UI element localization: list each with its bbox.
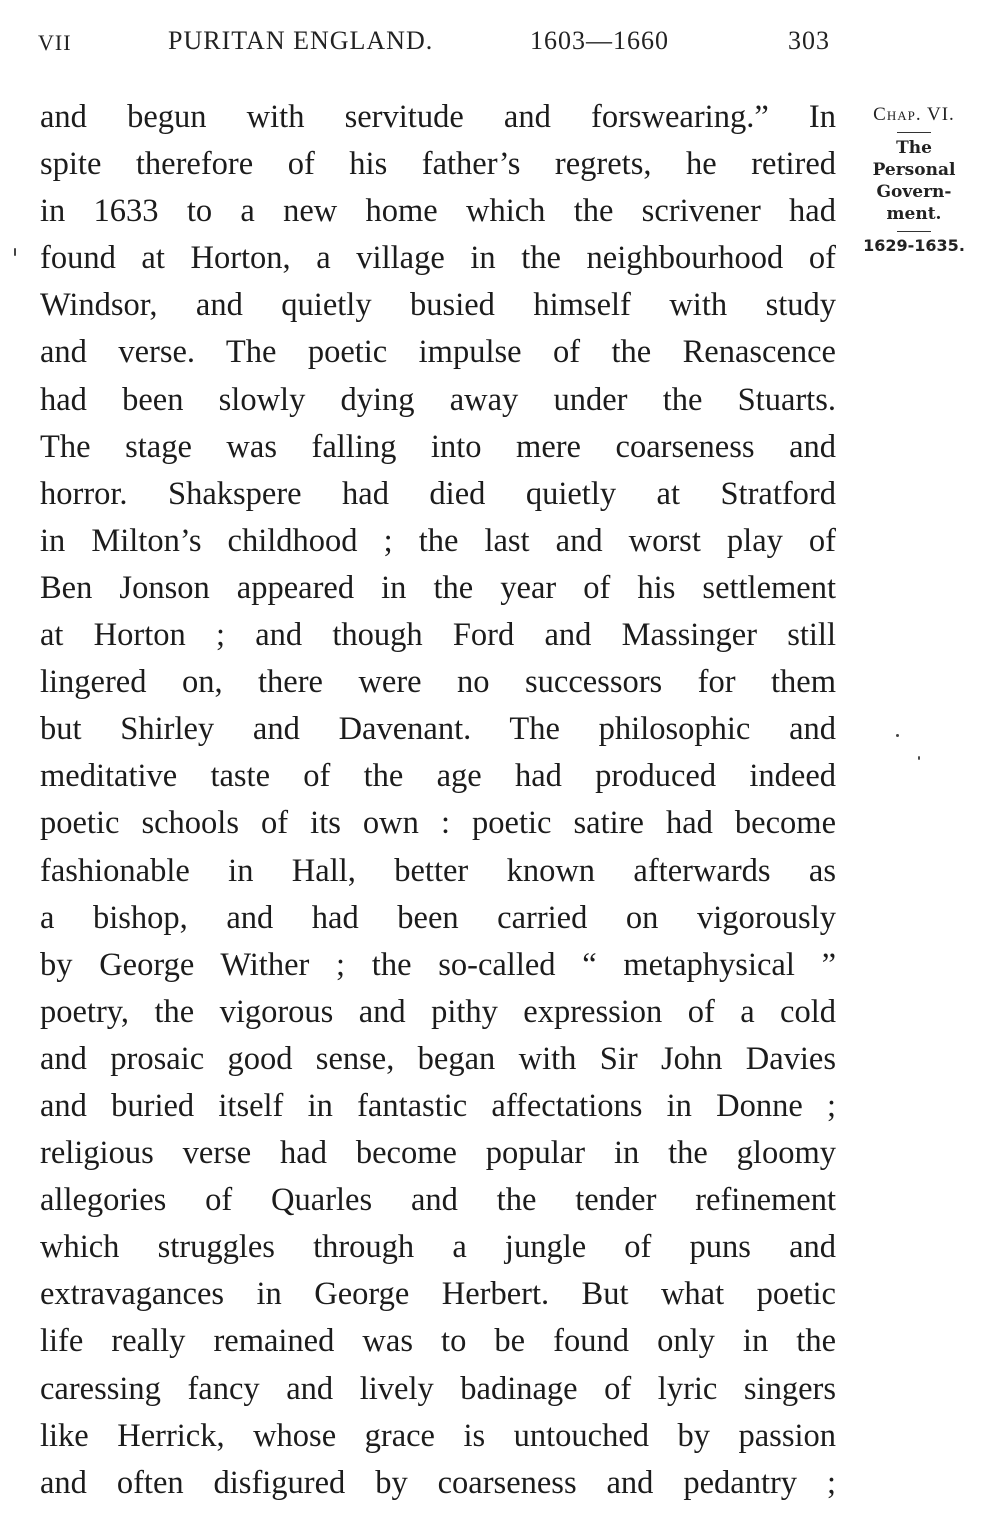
body-line: religious verse had become popular in the gloomy	[40, 1135, 836, 1172]
margin-note-subject: The	[896, 138, 932, 158]
body-line: meditative taste of the age had produced indeed	[40, 758, 836, 795]
margin-note-years: 1629-1635.	[863, 236, 965, 255]
margin-note-chapter: Chap. VI.	[873, 104, 955, 125]
body-line: but Shirley and Davenant. The philosophic and	[40, 711, 836, 748]
body-line: at Horton ; and though Ford and Massinger still	[40, 617, 836, 654]
body-line: in Milton’s childhood ; the last and worst play of	[40, 522, 836, 559]
body-text	[40, 94, 836, 1507]
margin-note	[852, 104, 976, 255]
body-line: horror. Shakspere had died quietly at Stratford	[40, 475, 836, 512]
body-line: and begun with servitude and forswearing.” In	[40, 99, 836, 135]
body-line: like Herrick, whose grace is untouched by passion	[40, 1417, 836, 1454]
print-speck	[14, 248, 16, 256]
body-line: and buried itself in fantastic affectations in Donne ;	[40, 1087, 836, 1124]
body-line: poetry, the vigorous and pithy expression of a cold	[40, 993, 836, 1030]
body-line: life really remained was to be found only in the	[40, 1323, 836, 1360]
print-speck	[896, 734, 899, 737]
body-line: found at Horton, a village in the neighbourhood of	[40, 240, 836, 277]
body-line: by George Wither ; the so-called “ metaphysical ”	[40, 946, 836, 983]
body-line: and often disfigured by coarseness and pedantry ;	[40, 1464, 836, 1501]
body-line: The stage was falling into mere coarseness and	[40, 428, 836, 465]
margin-note-subject: Personal	[872, 160, 956, 180]
body-line: had been slowly dying away under the Stuarts.	[40, 381, 836, 418]
margin-note-rule	[897, 132, 931, 133]
body-line: allegories of Quarles and the tender refinement	[40, 1182, 836, 1219]
running-head-title: PURITAN ENGLAND.	[168, 26, 434, 55]
body-line: and prosaic good sense, began with Sir John Davies	[40, 1040, 836, 1077]
body-line: and verse. The poetic impulse of the Renascence	[40, 334, 836, 371]
body-line: which struggles through a jungle of puns and	[40, 1229, 836, 1266]
body-line: extravagances in George Herbert. But what poetic	[40, 1276, 836, 1313]
body-line: caressing fancy and lively badinage of lyric singers	[40, 1370, 836, 1407]
margin-note-subject: Govern-	[876, 182, 952, 202]
body-line: Windsor, and quietly busied himself with study	[40, 287, 836, 324]
body-line: spite therefore of his father’s regrets, he retired	[40, 146, 836, 183]
margin-note-subject: ment.	[886, 204, 942, 224]
page-number: 303	[788, 26, 830, 55]
print-speck	[918, 756, 920, 760]
body-line: lingered on, there were no successors for them	[40, 664, 836, 701]
margin-note-rule	[897, 231, 931, 232]
body-line: poetic schools of its own : poetic satire had become	[40, 805, 836, 842]
running-head-chapter: VII	[38, 30, 72, 55]
body-line: a bishop, and had been carried on vigorously	[40, 899, 836, 936]
running-head-years: 1603—1660	[530, 26, 669, 55]
body-line: fashionable in Hall, better known afterwards as	[40, 852, 836, 889]
running-head	[38, 26, 838, 66]
body-line: Ben Jonson appeared in the year of his settlement	[40, 569, 836, 606]
body-line: in 1633 to a new home which the scrivener had	[40, 193, 836, 230]
